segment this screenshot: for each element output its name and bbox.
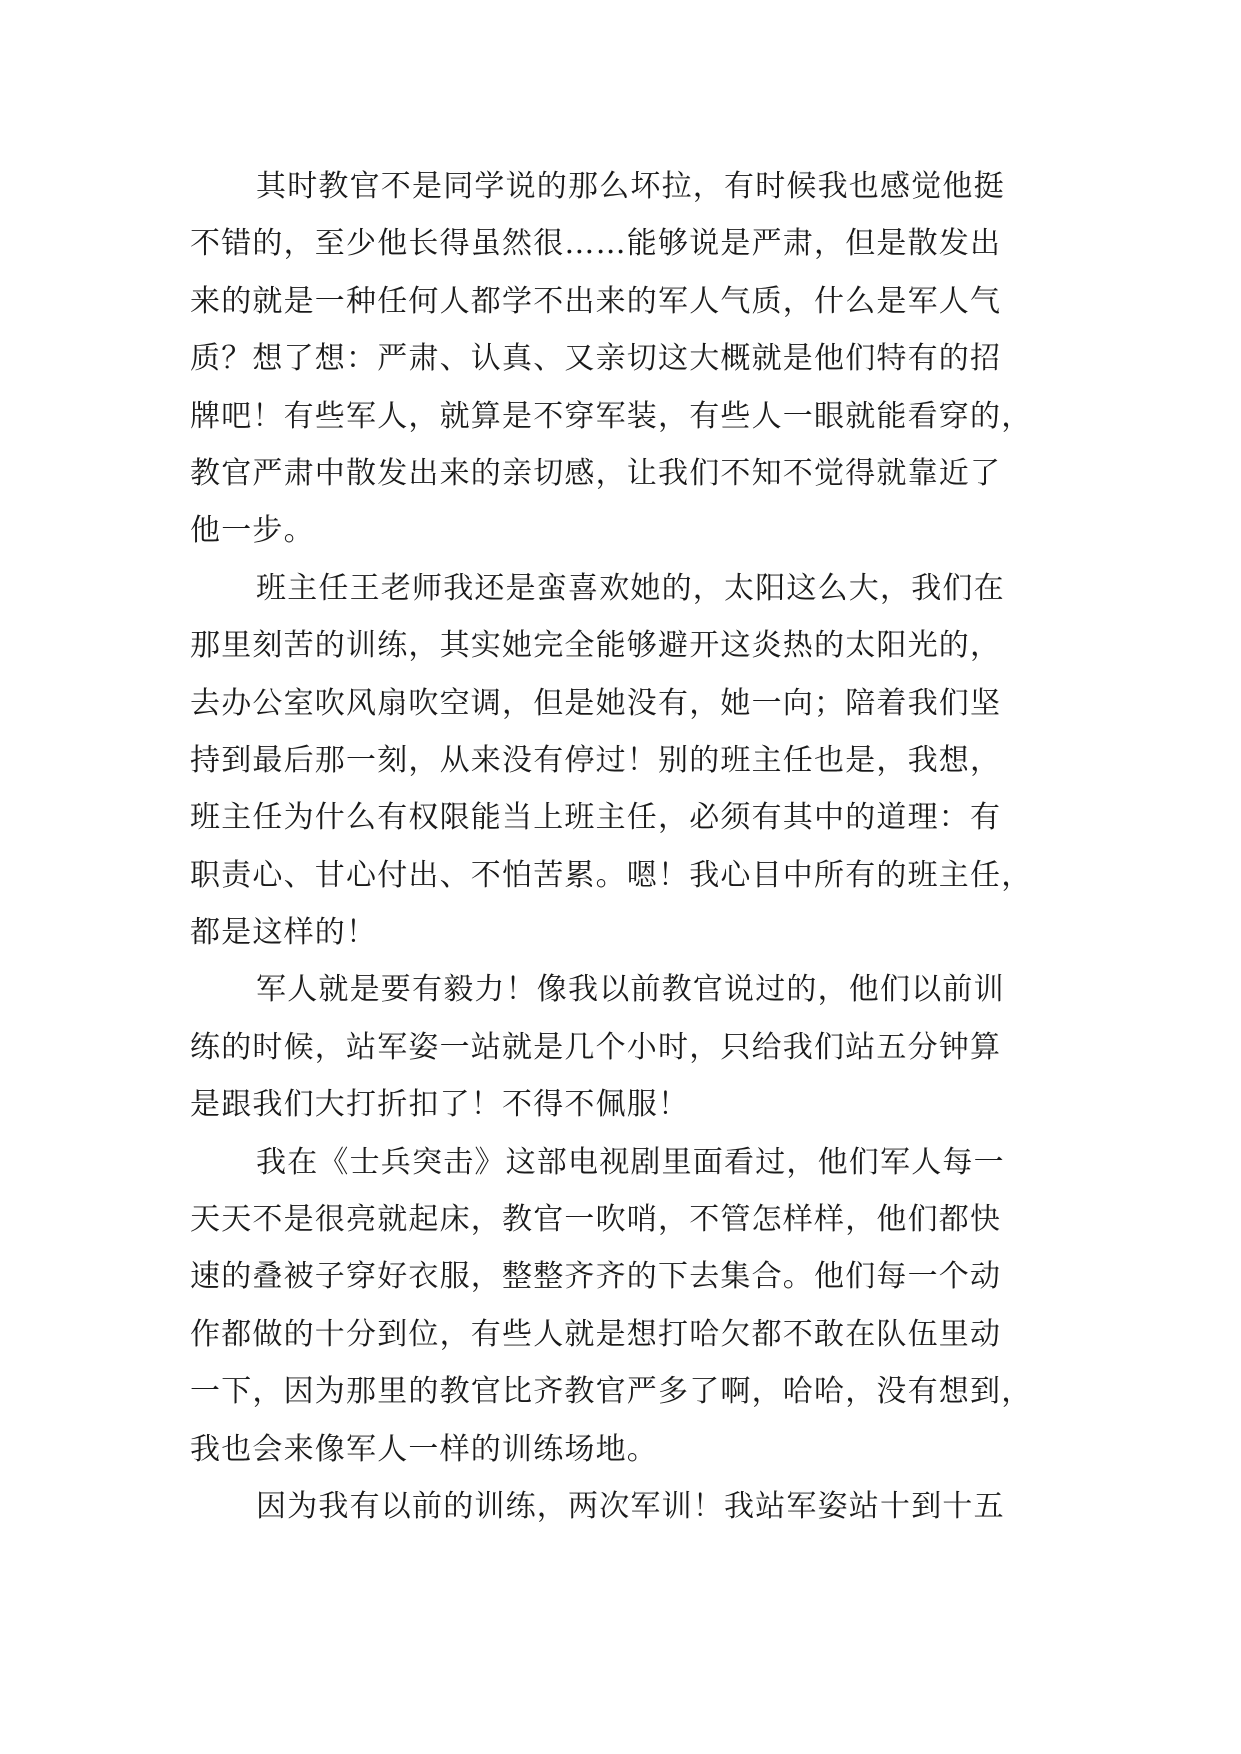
text-line: 班主任为什么有权限能当上班主任，必须有其中的道理：有 — [190, 800, 1002, 836]
paragraph — [190, 158, 1070, 560]
text-line: 练的时候，站军姿一站就是几个小时，只给我们站五分钟算 — [190, 1029, 1002, 1065]
paragraph — [190, 560, 1070, 962]
text-line: 因为我有以前的训练，两次军训！我站军姿站十到十五 — [256, 1488, 1005, 1524]
text-line: 那里刻苦的训练，其实她完全能够避开这炎热的太阳光的， — [190, 628, 1002, 664]
text-line: 牌吧！有些军人，就算是不穿军装，有些人一眼就能看穿的， — [190, 398, 1033, 434]
text-line: 是跟我们大打折扣了！不得不佩服！ — [190, 1087, 690, 1123]
text-line: 一下，因为那里的教官比齐教官严多了啊，哈哈，没有想到， — [190, 1374, 1033, 1410]
text-line: 天天不是很亮就起床，教官一吹哨，不管怎样样，他们都快 — [190, 1202, 1002, 1238]
text-line: 来的就是一种任何人都学不出来的军人气质，什么是军人气 — [190, 283, 1002, 319]
paragraph — [190, 1134, 1070, 1478]
text-line: 去办公室吹风扇吹空调，但是她没有，她一向；陪着我们坚 — [190, 685, 1002, 721]
text-line: 其时教官不是同学说的那么坏拉，有时候我也感觉他挺 — [256, 169, 1005, 204]
paragraph — [190, 1478, 1070, 1535]
paragraph — [190, 961, 1070, 1133]
text-line: 都是这样的！ — [190, 915, 378, 951]
text-line: 他一步。 — [190, 513, 315, 549]
text-line: 教官严肃中散发出来的亲切感，让我们不知不觉得就靠近了 — [190, 455, 1002, 491]
text-line: 我在《士兵突击》这部电视剧里面看过，他们军人每一 — [256, 1144, 1005, 1180]
text-line: 持到最后那一刻，从来没有停过！别的班主任也是，我想， — [190, 742, 1002, 778]
text-line: 军人就是要有毅力！像我以前教官说过的，他们以前训 — [256, 972, 1005, 1008]
text-line: 不错的，至少他长得虽然很……能够说是严肃，但是散发出 — [190, 226, 1002, 262]
text-line: 我也会来像军人一样的训练场地。 — [190, 1431, 658, 1467]
document-body — [190, 158, 1070, 1535]
text-line: 质？想了想：严肃、认真、又亲切这大概就是他们特有的招 — [190, 341, 1002, 377]
text-line: 速的叠被子穿好衣服，整整齐齐的下去集合。他们每一个动 — [190, 1259, 1002, 1295]
text-line: 班主任王老师我还是蛮喜欢她的，太阳这么大，我们在 — [256, 570, 1005, 606]
text-line: 作都做的十分到位，有些人就是想打哈欠都不敢在队伍里动 — [190, 1316, 1002, 1352]
text-line: 职责心、甘心付出、不怕苦累。嗯！我心目中所有的班主任， — [190, 857, 1033, 893]
